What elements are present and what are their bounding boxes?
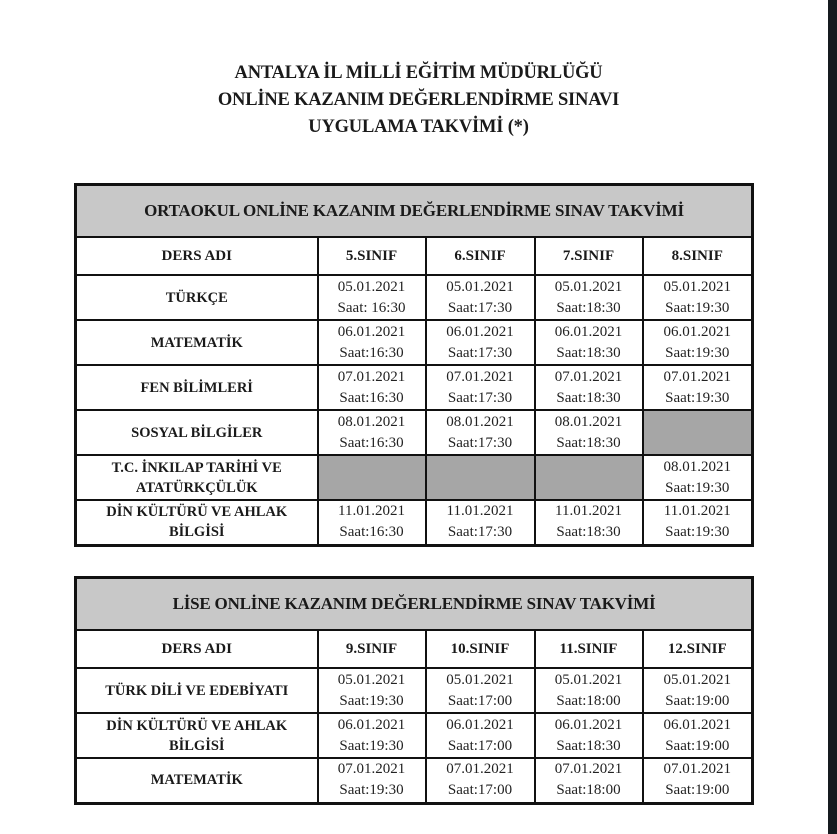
subject-name-line: BİLGİSİ bbox=[168, 737, 225, 754]
exam-slot-cell bbox=[535, 758, 643, 803]
subject-cell bbox=[76, 500, 318, 545]
exam-slot-cell bbox=[426, 365, 535, 410]
exam-time: Saat:19:00 bbox=[665, 737, 730, 754]
exam-slot-cell bbox=[643, 365, 753, 410]
exam-time: Saat:19:30 bbox=[665, 299, 730, 316]
exam-time: Saat:17:00 bbox=[447, 692, 513, 709]
empty-slot-cell bbox=[643, 410, 753, 455]
exam-slot-cell bbox=[426, 713, 535, 758]
exam-date: 07.01.2021 bbox=[554, 368, 623, 385]
exam-date: 06.01.2021 bbox=[554, 323, 623, 340]
section-title: ORTAOKUL ONLİNE KAZANIM DEĞERLENDİRME SINAV TAKVİMİ bbox=[76, 185, 753, 238]
subject-cell bbox=[76, 275, 318, 320]
exam-date: 06.01.2021 bbox=[446, 716, 514, 733]
exam-time: Saat:16:30 bbox=[339, 344, 404, 361]
exam-date: 05.01.2021 bbox=[446, 278, 514, 295]
exam-slot-cell bbox=[535, 500, 643, 545]
exam-time: Saat:17:30 bbox=[447, 434, 513, 451]
exam-date: 08.01.2021 bbox=[337, 413, 406, 430]
title-line: ANTALYA İL MİLLİ EĞİTİM MÜDÜRLÜĞÜ bbox=[234, 63, 603, 83]
exam-date: 06.01.2021 bbox=[337, 323, 406, 340]
exam-time: Saat:18:30 bbox=[556, 299, 621, 316]
exam-date: 08.01.2021 bbox=[554, 413, 623, 430]
column-header: 9.SINIF bbox=[318, 630, 426, 668]
column-header: 8.SINIF bbox=[643, 237, 753, 275]
exam-time: Saat:18:30 bbox=[556, 434, 621, 451]
exam-date: 06.01.2021 bbox=[663, 323, 731, 340]
exam-time: Saat:18:30 bbox=[556, 389, 621, 406]
exam-slot-cell bbox=[535, 320, 643, 365]
exam-date: 05.01.2021 bbox=[337, 278, 406, 295]
exam-date: 11.01.2021 bbox=[446, 503, 514, 520]
exam-date: 05.01.2021 bbox=[554, 671, 623, 688]
exam-time: Saat:19:30 bbox=[665, 524, 730, 541]
exam-date: 06.01.2021 bbox=[446, 323, 514, 340]
title-line: UYGULAMA TAKVİMİ (*) bbox=[308, 117, 529, 137]
lise-schedule-table bbox=[74, 576, 754, 805]
exam-date: 06.01.2021 bbox=[337, 716, 406, 733]
column-header: 7.SINIF bbox=[535, 237, 643, 275]
exam-date: 11.01.2021 bbox=[338, 503, 405, 520]
exam-time: Saat:19:00 bbox=[665, 692, 730, 709]
subject-name-line: T.C. İNKILAP TARİHİ VE bbox=[111, 459, 282, 476]
exam-date: 11.01.2021 bbox=[555, 503, 622, 520]
column-header: DERS ADI bbox=[76, 630, 318, 668]
subject-name-line: DİN KÜLTÜRÜ VE AHLAK bbox=[106, 504, 288, 521]
column-header: DERS ADI bbox=[76, 237, 318, 275]
exam-slot-cell bbox=[426, 758, 535, 803]
empty-slot-cell bbox=[535, 455, 643, 500]
exam-date: 07.01.2021 bbox=[663, 761, 732, 778]
exam-slot-cell bbox=[318, 668, 426, 713]
exam-slot-cell bbox=[535, 668, 643, 713]
exam-time: Saat:17:30 bbox=[447, 299, 513, 316]
column-header: 5.SINIF bbox=[318, 237, 426, 275]
title-line: ONLİNE KAZANIM DEĞERLENDİRME SINAVI bbox=[217, 90, 620, 110]
exam-time: Saat:19:30 bbox=[665, 344, 730, 361]
exam-slot-cell bbox=[643, 668, 753, 713]
empty-slot-cell bbox=[318, 455, 426, 500]
subject-cell bbox=[76, 668, 318, 713]
exam-date: 08.01.2021 bbox=[446, 413, 514, 430]
document-title bbox=[0, 60, 837, 141]
exam-time: Saat:19:30 bbox=[339, 737, 404, 754]
subject-name-line: FEN BİLİMLERİ bbox=[140, 379, 253, 396]
exam-date: 07.01.2021 bbox=[663, 368, 731, 385]
exam-date: 07.01.2021 bbox=[337, 761, 406, 778]
exam-time: Saat:19:30 bbox=[665, 479, 730, 496]
subject-cell bbox=[76, 365, 318, 410]
exam-slot-cell bbox=[535, 713, 643, 758]
exam-time: Saat:18:30 bbox=[556, 737, 621, 754]
exam-time: Saat: 16:30 bbox=[337, 299, 406, 316]
table-row bbox=[76, 713, 753, 758]
column-header: 10.SINIF bbox=[426, 630, 535, 668]
exam-slot-cell bbox=[643, 713, 753, 758]
exam-date: 08.01.2021 bbox=[663, 458, 731, 475]
exam-slot-cell bbox=[643, 758, 753, 803]
exam-date: 07.01.2021 bbox=[446, 761, 514, 778]
exam-time: Saat:18:30 bbox=[556, 344, 621, 361]
subject-name-line: BİLGİSİ bbox=[168, 524, 225, 541]
exam-slot-cell bbox=[643, 500, 753, 545]
exam-date: 11.01.2021 bbox=[663, 503, 731, 520]
subject-name-line: MATEMATİK bbox=[150, 334, 243, 351]
exam-time: Saat:16:30 bbox=[339, 524, 404, 541]
subject-name-line: ATATÜRKÇÜLÜK bbox=[135, 479, 258, 496]
exam-time: Saat:18:00 bbox=[556, 782, 621, 799]
table-row bbox=[76, 365, 753, 410]
exam-time: Saat:19:30 bbox=[339, 692, 404, 709]
subject-cell bbox=[76, 713, 318, 758]
subject-name-line: TÜRK DİLİ VE EDEBİYATI bbox=[105, 682, 289, 699]
exam-date: 05.01.2021 bbox=[554, 278, 623, 295]
table-row bbox=[76, 410, 753, 455]
exam-slot-cell bbox=[318, 320, 426, 365]
exam-time: Saat:19:00 bbox=[665, 782, 730, 799]
exam-time: Saat:16:30 bbox=[339, 389, 404, 406]
exam-slot-cell bbox=[426, 668, 535, 713]
exam-date: 06.01.2021 bbox=[663, 716, 732, 733]
subject-cell bbox=[76, 758, 318, 803]
empty-slot-cell bbox=[426, 455, 535, 500]
exam-time: Saat:17:00 bbox=[447, 737, 513, 754]
subject-name-line: MATEMATİK bbox=[150, 772, 243, 789]
column-header: 11.SINIF bbox=[535, 630, 643, 668]
table-row bbox=[76, 455, 753, 500]
header-row bbox=[76, 630, 753, 668]
exam-time: Saat:17:00 bbox=[447, 782, 513, 799]
table-row bbox=[76, 758, 753, 803]
exam-time: Saat:19:30 bbox=[339, 782, 404, 799]
table-row bbox=[76, 668, 753, 713]
exam-slot-cell bbox=[318, 713, 426, 758]
exam-time: Saat:17:30 bbox=[447, 344, 513, 361]
exam-time: Saat:18:30 bbox=[556, 524, 621, 541]
exam-date: 05.01.2021 bbox=[663, 671, 732, 688]
exam-date: 07.01.2021 bbox=[337, 368, 406, 385]
subject-cell bbox=[76, 320, 318, 365]
exam-slot-cell bbox=[318, 410, 426, 455]
exam-slot-cell bbox=[535, 410, 643, 455]
exam-date: 07.01.2021 bbox=[446, 368, 514, 385]
exam-slot-cell bbox=[318, 758, 426, 803]
exam-slot-cell bbox=[318, 500, 426, 545]
exam-date: 05.01.2021 bbox=[446, 671, 514, 688]
table-row bbox=[76, 275, 753, 320]
exam-slot-cell bbox=[535, 365, 643, 410]
subject-name-line: DİN KÜLTÜRÜ VE AHLAK bbox=[106, 717, 288, 734]
header-row bbox=[76, 237, 753, 275]
exam-slot-cell bbox=[426, 410, 535, 455]
exam-time: Saat:17:30 bbox=[447, 524, 513, 541]
subject-cell bbox=[76, 410, 318, 455]
table-row bbox=[76, 500, 753, 545]
exam-date: 05.01.2021 bbox=[337, 671, 406, 688]
exam-time: Saat:17:30 bbox=[447, 389, 513, 406]
exam-slot-cell bbox=[426, 500, 535, 545]
subject-name-line: SOSYAL BİLGİLER bbox=[131, 424, 263, 441]
subject-name-line: TÜRKÇE bbox=[165, 289, 228, 306]
column-header: 12.SINIF bbox=[643, 630, 753, 668]
exam-slot-cell bbox=[643, 275, 753, 320]
exam-slot-cell bbox=[535, 275, 643, 320]
exam-date: 06.01.2021 bbox=[554, 716, 623, 733]
exam-slot-cell bbox=[643, 320, 753, 365]
exam-date: 05.01.2021 bbox=[663, 278, 731, 295]
exam-time: Saat:16:30 bbox=[339, 434, 404, 451]
table-row bbox=[76, 320, 753, 365]
ortaokul-schedule-table bbox=[74, 183, 754, 547]
exam-slot-cell bbox=[318, 275, 426, 320]
exam-time: Saat:19:30 bbox=[665, 389, 730, 406]
exam-slot-cell bbox=[318, 365, 426, 410]
exam-slot-cell bbox=[426, 275, 535, 320]
column-header: 6.SINIF bbox=[426, 237, 535, 275]
exam-time: Saat:18:00 bbox=[556, 692, 621, 709]
section-title: LİSE ONLİNE KAZANIM DEĞERLENDİRME SINAV TAKVİMİ bbox=[76, 578, 753, 631]
subject-cell bbox=[76, 455, 318, 500]
exam-slot-cell bbox=[426, 320, 535, 365]
exam-slot-cell bbox=[643, 455, 753, 500]
exam-date: 07.01.2021 bbox=[554, 761, 623, 778]
